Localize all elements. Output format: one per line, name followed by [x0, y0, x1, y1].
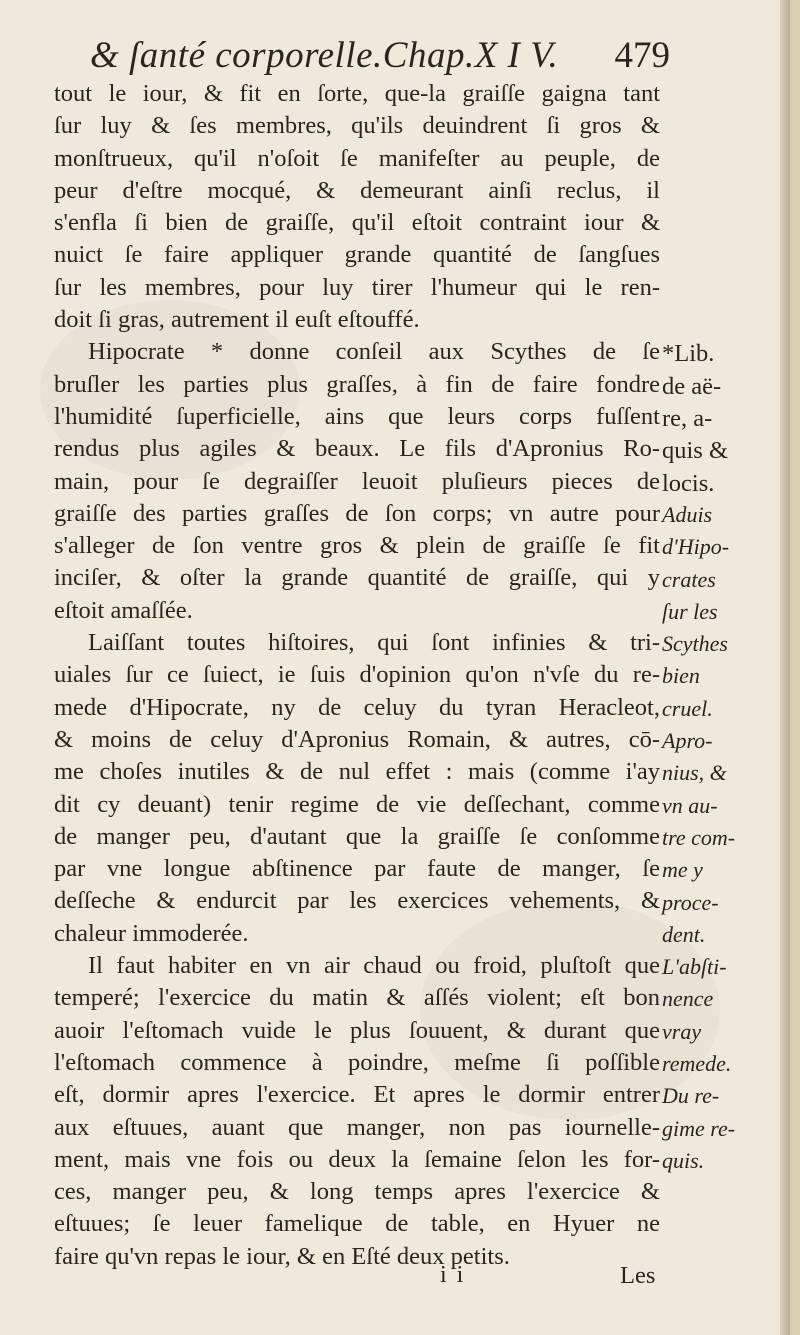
margin-note-line: gime re- [662, 1115, 736, 1141]
margin-note-line: tre com- [662, 824, 736, 850]
text-line: ſur luy & ſes membres, qu'ils deuindrent ſi gros & [54, 112, 660, 140]
text-line: eſt, dormir apres l'exercice. Et apres le dormir entrer [54, 1081, 660, 1109]
margin-note-line: de aë- [662, 372, 722, 400]
page-footer [0, 1262, 790, 1302]
text-line: dit cy deuant) tenir regime de vie deſſechant, comme [54, 790, 660, 818]
text-line: nuict ſe faire appliquer grande quantité de ſangſues [54, 241, 660, 269]
text-line: main, pour ſe degraiſſer leuoit pluſieurs pieces de [54, 467, 660, 495]
margin-note-line: nius, & [662, 760, 727, 786]
margin-note-line: re, a- [662, 405, 713, 432]
text-line: ſur les membres, pour luy tirer l'humeur qui le ren- [54, 273, 660, 301]
margin-note-line: Apro- [662, 728, 713, 753]
text-line: bruſler les parties plus graſſes, à fin de faire fondre [54, 370, 660, 398]
running-title: & ſanté corporelle.Chap.X I V. [90, 35, 559, 76]
margin-note-line: Scythes [662, 631, 728, 657]
text-line: peur d'eſtre mocqué, & demeurant ainſi reclus, il [54, 176, 660, 204]
text-line: graiſſe des parties graſſes de ſon corps; vn autre pour [54, 499, 660, 527]
text-line: faire qu'vn repas le iour, & en Eſté deux petits. [54, 1242, 510, 1270]
margin-note-line: ſur les [662, 598, 718, 624]
text-line: ment, mais vne fois ou deux la ſemaine ſelon les for- [54, 1145, 660, 1173]
text-line: s'alleger de ſon ventre gros & plein de graiſſe ſe fit [54, 532, 660, 560]
text-line: Il faut habiter en vn air chaud ou froid, pluſtoſt que [88, 952, 660, 980]
text-line: inciſer, & oſter la grande quantité de graiſſe, qui y [54, 564, 660, 592]
margin-note-line: bien [662, 663, 700, 689]
text-line: l'humidité ſuperficielle, ains que leurs corps fuſſent [54, 402, 660, 430]
text-line: temperé; l'exercice du matin & aſſés violent; eſt bon [54, 984, 660, 1012]
text-line: auoir l'eſtomach vuide le plus ſouuent, & durant que [54, 1016, 660, 1044]
text-line: tout le iour, & fit en ſorte, que-la graiſſe gaigna tant [54, 80, 660, 107]
margin-note-line: quis. [662, 1147, 705, 1173]
margin-note-line: quis & [662, 437, 729, 465]
main-text-block [54, 78, 660, 1273]
margin-note-line: cruel. [662, 695, 713, 721]
text-line: eſtuues; ſe leuer famelique de table, en Hyuer ne [54, 1210, 660, 1238]
margin-note-line: L'abſti- [662, 954, 727, 980]
text-line: monſtrueux, qu'il n'oſoit ſe manifeſter au peuple, de [54, 144, 660, 172]
margin-note-line: Du re- [662, 1083, 720, 1109]
text-line: chaleur immoderée. [54, 919, 249, 947]
margin-note-line: *Lib. [662, 340, 715, 368]
page-edge-shadow [780, 0, 790, 1335]
margin-note-line: vn au- [662, 792, 718, 818]
margin-note-line: vray [662, 1018, 702, 1044]
margin-note-line: crates [662, 566, 716, 592]
text-line: ces, manger peu, & long temps apres l'exercice & [54, 1178, 660, 1206]
text-line: uiales ſur ce ſuiect, ie ſuis d'opinion qu'on n'vſe du re- [54, 661, 660, 689]
margin-note-line: locis. [662, 469, 715, 497]
text-line: par vne longue abſtinence par faute de manger, ſe [54, 855, 660, 883]
margin-note-line: remede. [662, 1051, 732, 1076]
page-number: 479 [614, 35, 670, 76]
text-line: & moins de celuy d'Apronius Romain, & autres, cō- [54, 725, 660, 753]
margin-note-line: proce- [662, 889, 719, 915]
text-line: l'eſtomach commence à poindre, meſme ſi poſſible [54, 1048, 660, 1076]
text-line: deſſeche & endurcit par les exercices vehements, & [54, 887, 660, 915]
text-line: Hipocrate * donne conſeil aux Scythes de ſe [88, 338, 660, 366]
text-line: me choſes inutiles & de nul effet : mais (comme i'ay [54, 758, 660, 786]
margin-note-line: d'Hipo- [662, 534, 730, 560]
text-line: rendus plus agiles & beaux. Le fils d'Apronius Ro- [54, 435, 660, 463]
text-line: de manger peu, d'autant que la graiſſe ſe conſomme [54, 822, 660, 850]
margin-note-line: me y [662, 857, 703, 883]
text-line: s'enfla ſi bien de graiſſe, qu'il eſtoit contraint iour & [54, 209, 660, 237]
catchword: Les [620, 1262, 656, 1289]
signature-mark: i i [440, 1262, 466, 1288]
text-line: eſtoit amaſſée. [54, 596, 193, 624]
margin-note-line: nence [662, 986, 714, 1012]
margin-note-line: dent. [662, 921, 706, 947]
text-line: doit ſi gras, autrement il euſt eſtouffé. [54, 306, 420, 334]
text-line: aux eſtuues, auant que manger, non pas iournelle- [54, 1113, 660, 1141]
margin-note-line: Aduis [662, 501, 713, 527]
text-line: mede d'Hipocrate, ny de celuy du tyran Heracleot, [54, 693, 660, 721]
text-line: Laiſſant toutes hiſtoires, qui ſont infinies & tri- [88, 629, 660, 657]
